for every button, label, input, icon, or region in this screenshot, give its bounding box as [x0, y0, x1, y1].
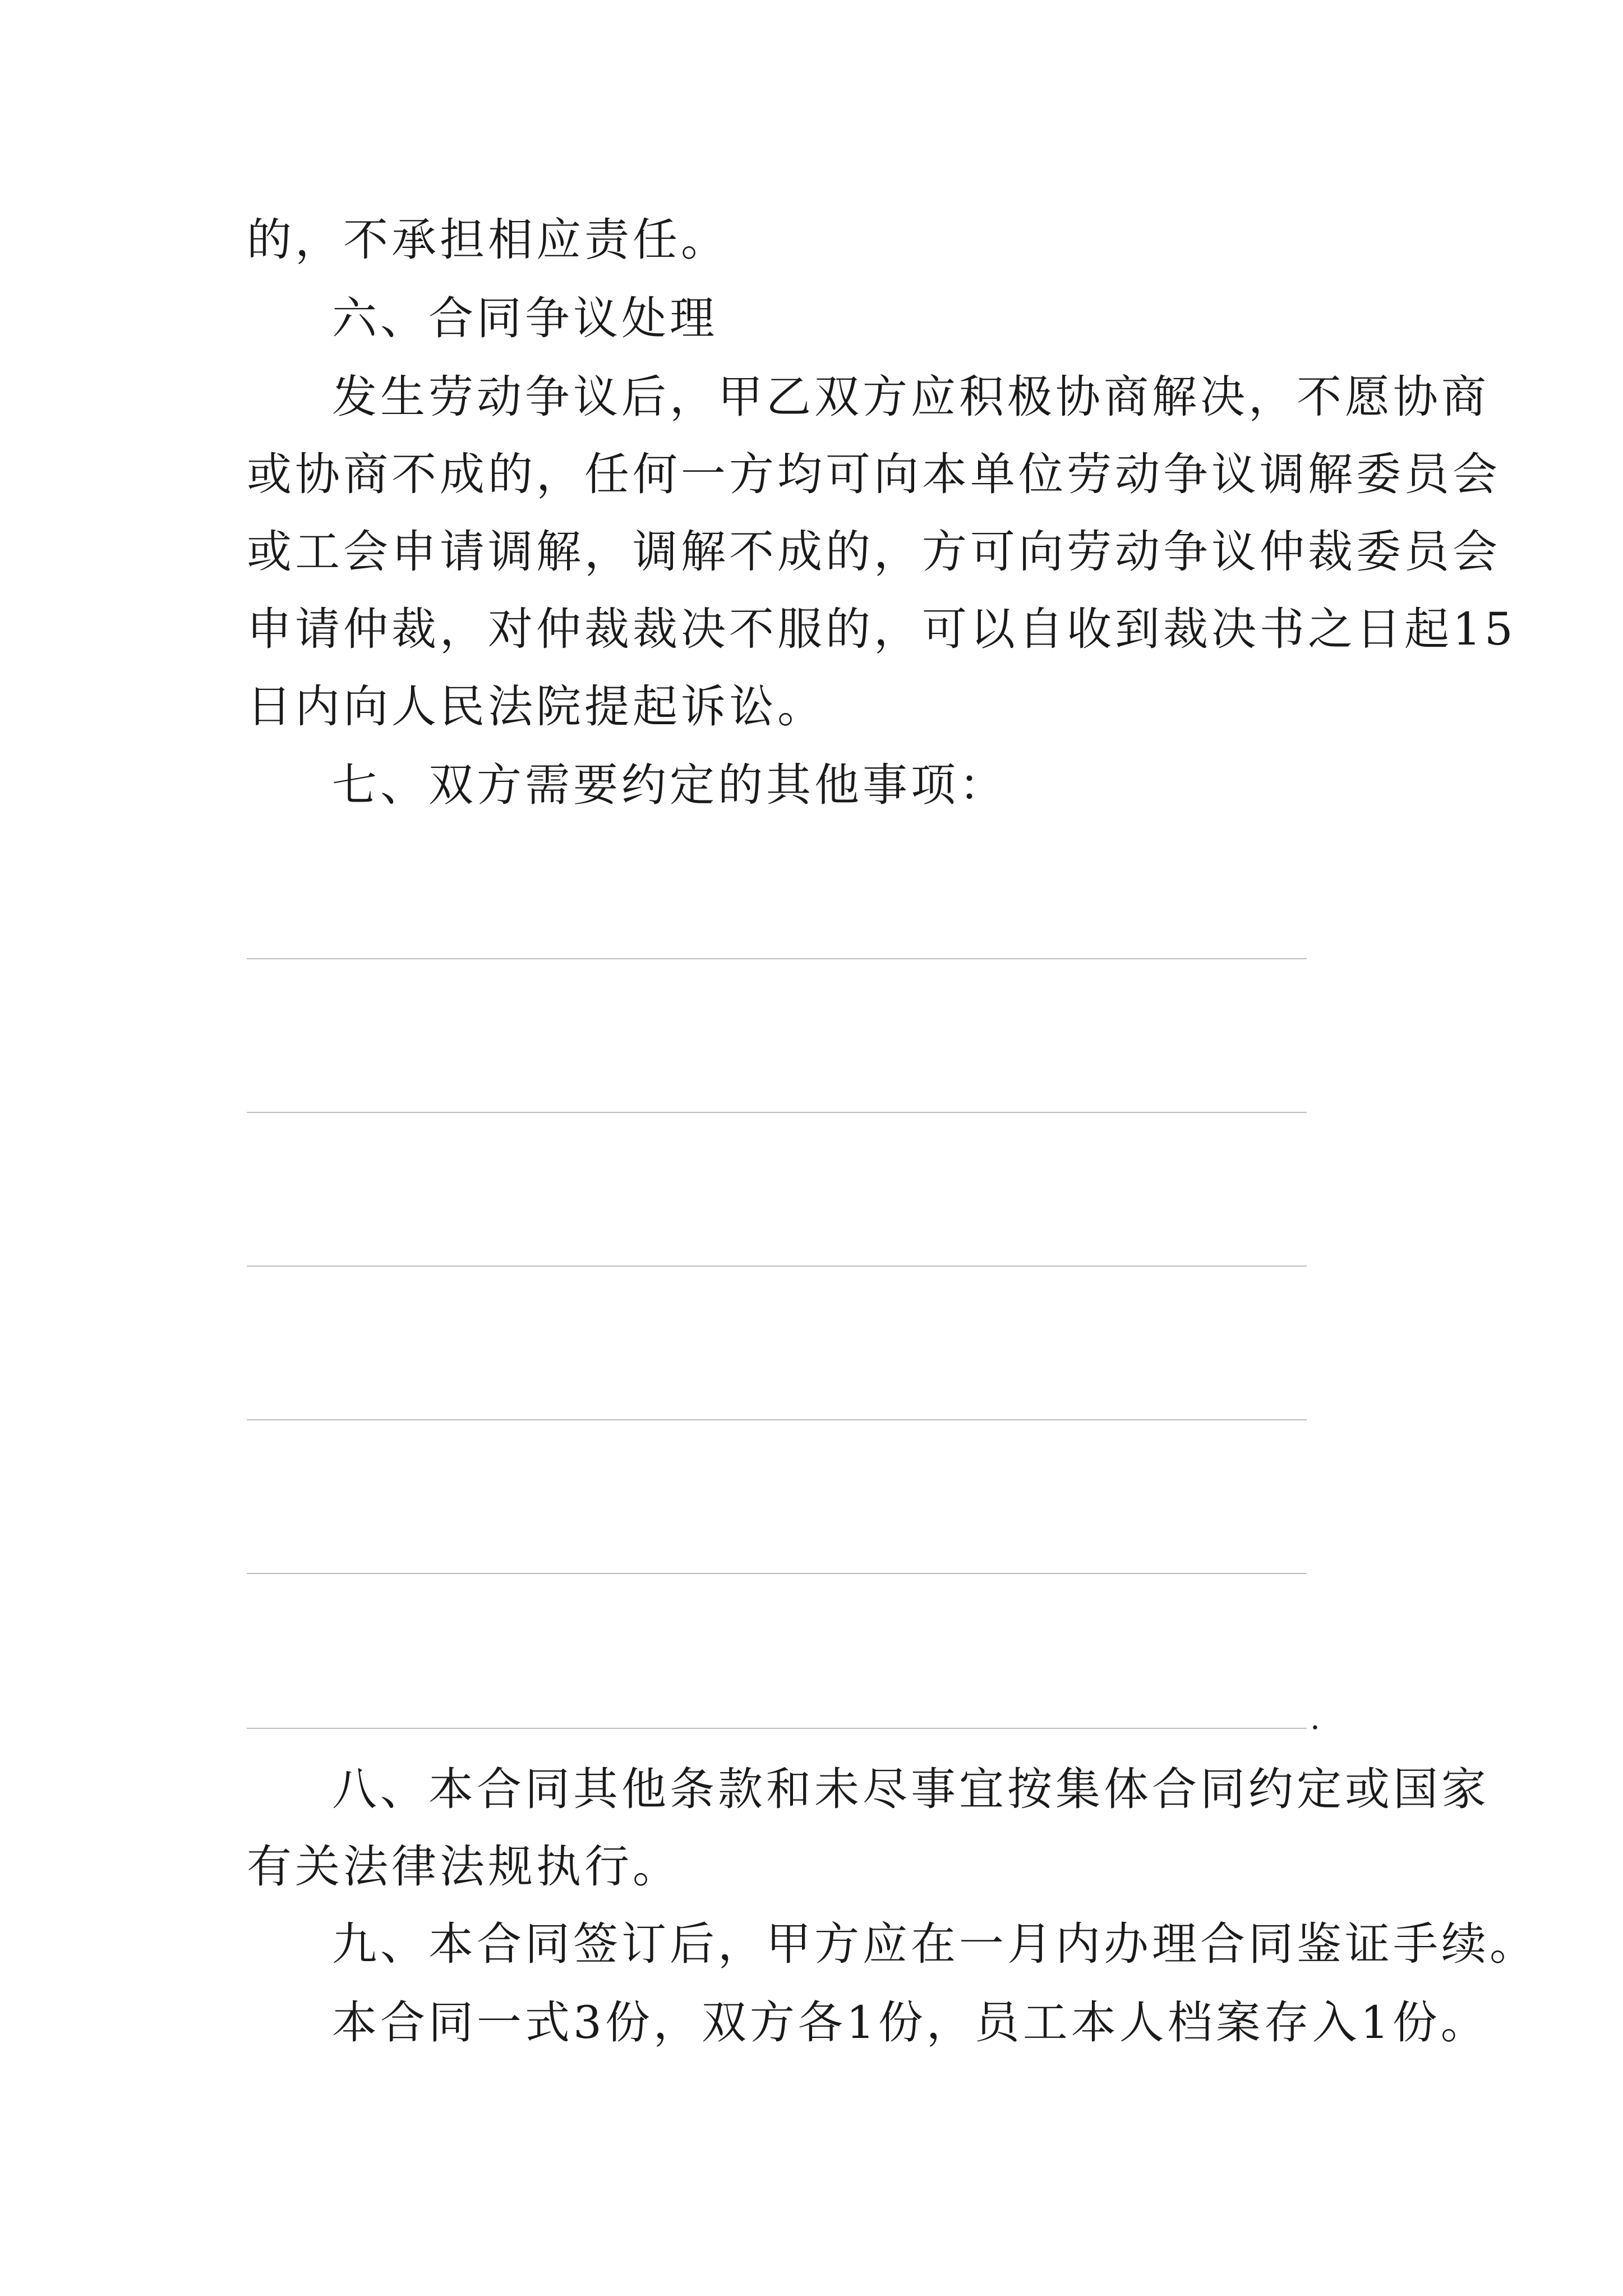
text-line: 有关法律法规执行。 — [247, 1841, 681, 1893]
blank-fill-line — [247, 1266, 1307, 1267]
blank-fill-line — [247, 1112, 1307, 1113]
section-heading-8: 八、本合同其他条款和未尽事宜按集体合同约定或国家 — [332, 1763, 1490, 1815]
blank-fill-line — [247, 1419, 1307, 1420]
blank-fill-line — [247, 1573, 1307, 1574]
section-heading-9: 九、本合同签订后，甲方应在一月内办理合同鉴证手续。 — [332, 1918, 1538, 1970]
text-line: 或工会申请调解，调解不成的，方可向劳动争议仲裁委员会 — [247, 526, 1501, 578]
text-line: 本合同一式3份，双方各1份，员工本人档案存入1份。 — [332, 1996, 1489, 2049]
text-line: 申请仲裁，对仲裁裁决不服的，可以自收到裁决书之日起15 — [247, 603, 1516, 655]
section-heading-7: 七、双方需要约定的其他事项： — [332, 759, 1007, 811]
section-heading-6: 六、合同争议处理 — [332, 292, 718, 344]
blank-end-mark: . — [1310, 1700, 1320, 1737]
text-line: 或协商不成的，任何一方均可向本单位劳动争议调解委员会 — [247, 448, 1501, 500]
blank-fill-line — [247, 958, 1307, 959]
text-line: 日内向人民法院提起诉讼。 — [247, 680, 826, 733]
text-line: 发生劳动争议后，甲乙双方应积极协商解决，不愿协商 — [332, 371, 1490, 423]
text-line: 的，不承担相应责任。 — [247, 214, 729, 266]
blank-fill-line — [247, 1728, 1307, 1729]
